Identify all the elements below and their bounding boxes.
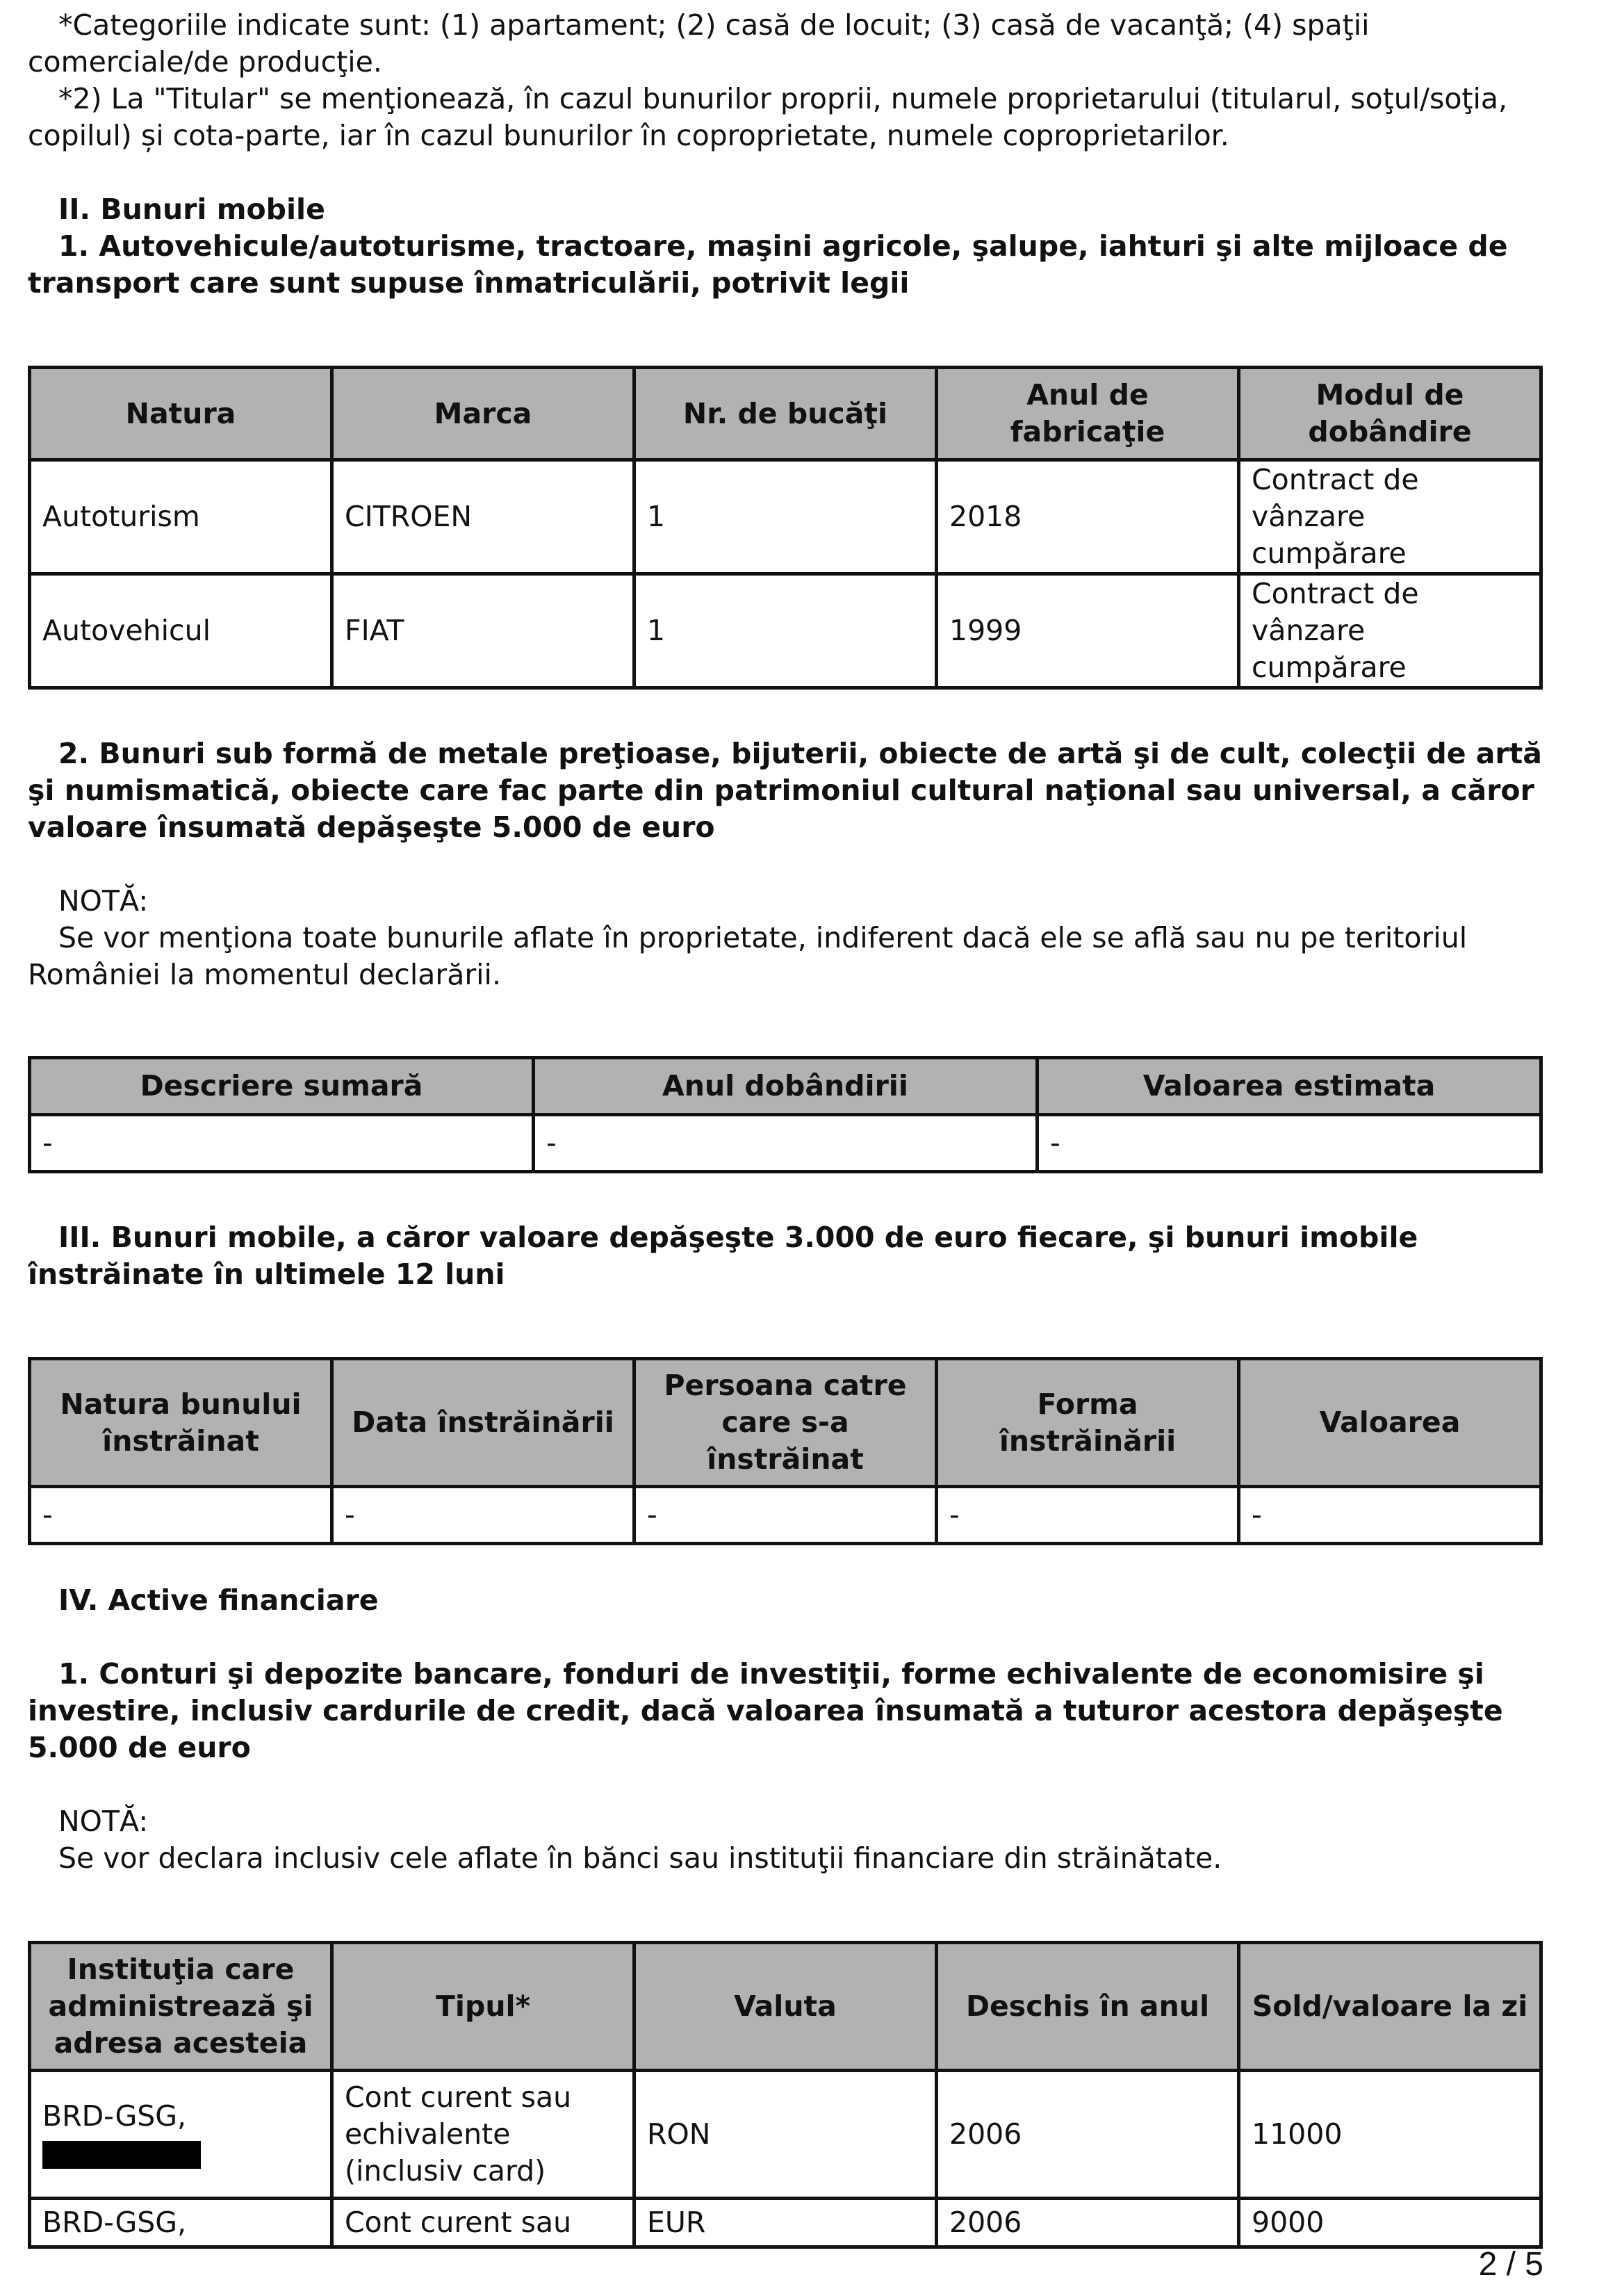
note-label: NOTĂ:	[58, 884, 149, 918]
table-cell: FIAT	[332, 574, 634, 688]
table-header-cell: Data înstrăinării	[332, 1359, 634, 1487]
valuables-table	[28, 1056, 1543, 1173]
vehicles-table	[28, 366, 1543, 690]
table-row	[30, 2071, 1541, 2199]
table-cell: Contract de vânzare cumpărare	[1239, 460, 1541, 574]
bank-accounts-table	[28, 1941, 1543, 2249]
table-header-cell: Persoana catre care s-a înstrăinat	[634, 1359, 937, 1487]
table-header-cell: Anul de fabricaţie	[937, 368, 1239, 460]
page-number: 2 / 5	[1478, 2246, 1543, 2283]
note-label: NOTĂ:	[58, 1805, 149, 1838]
table-cell: Contract de vânzare cumpărare	[1239, 574, 1541, 688]
table-cell: BRD-GSG,	[30, 2199, 332, 2247]
table-cell: Cont curent sau	[332, 2199, 634, 2247]
table-header-row	[30, 1058, 1541, 1115]
table-header-cell: Tipul*	[332, 1943, 634, 2071]
table-header-cell: Natura	[30, 368, 332, 460]
section-3-heading: III. Bunuri mobile, a căror valoare depăşeşte 3.000 de euro fiecare, şi bunuri imobile înstrăinate în ultimele 12 luni	[28, 1221, 1418, 1291]
table-cell: Autovehicul	[30, 574, 332, 688]
table-header-row	[30, 1943, 1541, 2071]
table-row	[30, 2199, 1541, 2247]
table-row	[30, 574, 1541, 688]
table-header-cell: Nr. de bucăţi	[634, 368, 937, 460]
section-2-heading: II. Bunuri mobile	[58, 193, 325, 226]
table-cell: -	[937, 1487, 1239, 1544]
table-cell: EUR	[634, 2199, 937, 2247]
table-row	[30, 1487, 1541, 1544]
note-text: Se vor declara inclusiv cele aflate în bănci sau instituţii financiare din străinătate.	[58, 1841, 1222, 1875]
table-header-row	[30, 368, 1541, 460]
note-text: Se vor menţiona toate bunurile aflate în proprietate, indiferent dacă ele se află sau nu pe teritoriul României la momentul declarării.	[28, 921, 1468, 991]
table-row	[30, 460, 1541, 574]
table-header-cell: Sold/valoare la zi	[1239, 1943, 1541, 2071]
table-cell: 11000	[1239, 2071, 1541, 2199]
table-cell: -	[1037, 1115, 1541, 1172]
section-2-1-heading: 1. Autovehicule/autoturisme, tractoare, maşini agricole, şalupe, iahturi şi alte mijloace de transport care sunt supuse înmatriculării, potrivit legii	[28, 229, 1508, 300]
table-cell: 1	[634, 574, 937, 688]
table-header-cell: Valoarea estimata	[1037, 1058, 1541, 1115]
table-cell: Cont curent sau echivalente (inclusiv card)	[332, 2071, 634, 2199]
table-cell: -	[332, 1487, 634, 1544]
table-cell: 2006	[937, 2199, 1239, 2247]
table-cell: 2006	[937, 2071, 1239, 2199]
table-header-cell: Instituţia care administrează şi adresa acesteia	[30, 1943, 332, 2071]
table-header-cell: Forma înstrăinării	[937, 1359, 1239, 1487]
table-header-cell: Modul de dobândire	[1239, 368, 1541, 460]
table-cell: Autoturism	[30, 460, 332, 574]
table-cell: -	[30, 1487, 332, 1544]
document-page	[28, 0, 1543, 2249]
table-header-cell: Anul dobândirii	[533, 1058, 1037, 1115]
table-cell: 1999	[937, 574, 1239, 688]
section-2-2-heading: 2. Bunuri sub formă de metale preţioase, bijuterii, obiecte de artă şi de cult, colecţii de artă şi numismatică, obiecte care fac parte din patrimoniul cultural naţional sau universal, a căror valoare însumată depăşeşte 5.000 de euro	[28, 737, 1542, 844]
table-header-cell: Natura bunului înstrăinat	[30, 1359, 332, 1487]
table-cell: -	[30, 1115, 534, 1172]
table-header-row	[30, 1359, 1541, 1487]
institution-name: BRD-GSG,	[42, 2099, 187, 2133]
note-titular: *2) La "Titular" se menţionează, în cazul bunurilor proprii, numele proprietarului (titularul, soţul/soţia, copilul) și cota-parte, iar în cazul bunurilor în coproprietate, numele coproprietarilor.	[28, 82, 1508, 152]
table-cell: -	[634, 1487, 937, 1544]
alienated-assets-table	[28, 1357, 1543, 1545]
table-header-cell: Descriere sumară	[30, 1058, 534, 1115]
note-categories: *Categoriile indicate sunt: (1) apartament; (2) casă de locuit; (3) casă de vacanţă; (4) spaţii comerciale/de producţie.	[28, 8, 1370, 79]
table-row	[30, 1115, 1541, 1172]
table-cell: -	[1239, 1487, 1541, 1544]
table-cell: -	[533, 1115, 1037, 1172]
table-header-cell: Deschis în anul	[937, 1943, 1239, 2071]
section-4-heading: IV. Active financiare	[58, 1583, 379, 1617]
table-cell: CITROEN	[332, 460, 634, 574]
section-4-1-heading: 1. Conturi şi depozite bancare, fonduri de investiţii, forme echivalente de economisire şi investire, inclusiv cardurile de credit, dacă valoarea însumată a tuturor acestora depăşeşte 5.000 de euro	[28, 1657, 1503, 1764]
redaction-bar	[42, 2141, 201, 2169]
table-cell: RON	[634, 2071, 937, 2199]
table-cell: 1	[634, 460, 937, 574]
table-header-cell: Valoarea	[1239, 1359, 1541, 1487]
table-header-cell: Marca	[332, 368, 634, 460]
table-header-cell: Valuta	[634, 1943, 937, 2071]
table-cell	[30, 2071, 332, 2199]
table-cell: 9000	[1239, 2199, 1541, 2247]
table-cell: 2018	[937, 460, 1239, 574]
